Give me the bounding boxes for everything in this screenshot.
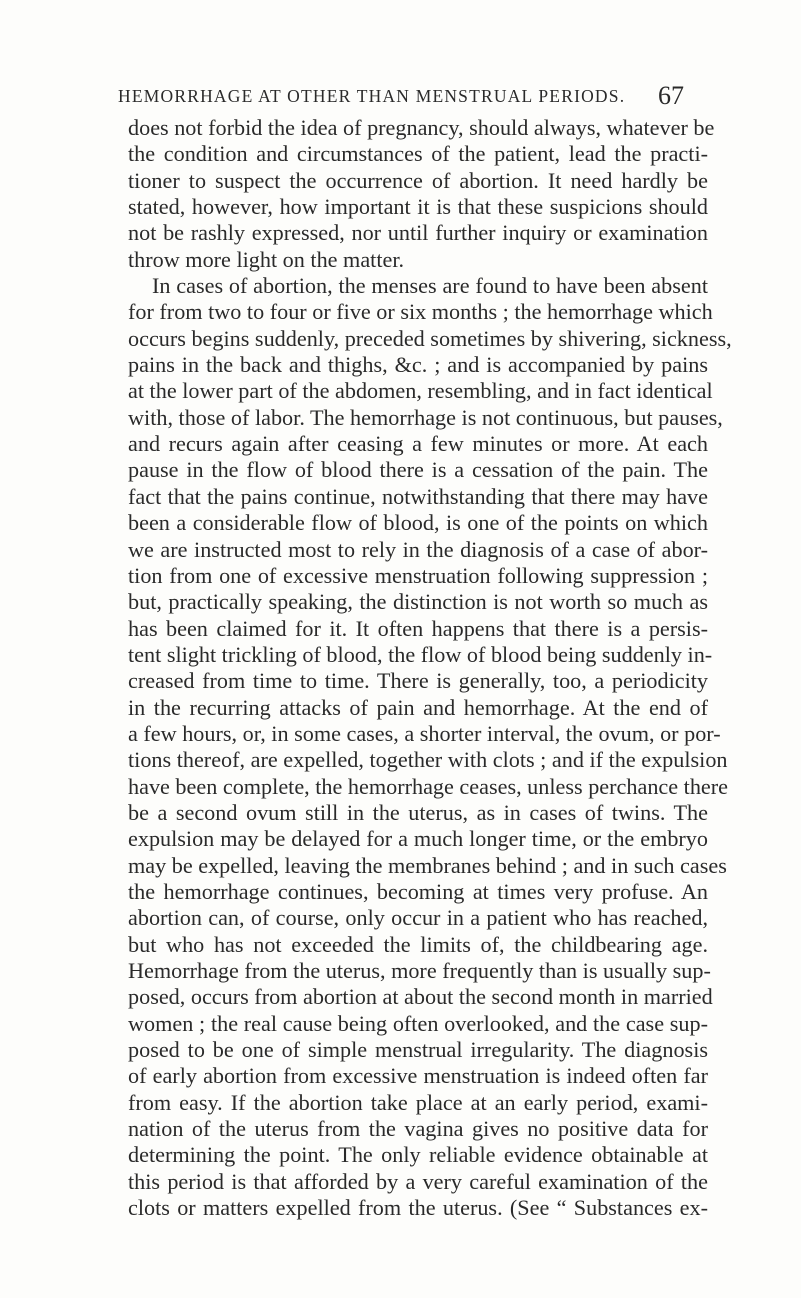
text-line: for from two to four or five or six months ; the hemorrhage which [128,299,713,325]
text-line: been a considerable flow of blood, is one of the points on which [128,510,708,536]
body-text [128,115,732,1221]
text-line: of early abortion from excessive menstruation is indeed often far [128,1063,708,1089]
text-line: women ; the real cause being often overlooked, and the case sup- [128,1010,708,1036]
text-line: expulsion may be delayed for a much longer time, or the embryo [128,826,708,852]
text-line: stated, however, how important it is that these suspicions should [128,194,708,220]
text-line: tioner to suspect the occurrence of abortion. It need hardly be [128,167,708,193]
text-line: have been complete, the hemorrhage ceases, unless perchance there [128,773,728,799]
text-line: in the recurring attacks of pain and hemorrhage. At the end of [128,694,708,720]
text-line: throw more light on the matter. [128,246,405,272]
text-line: this period is that afforded by a very careful examination of the [128,1168,708,1194]
text-line: has been claimed for it. It often happens that there is a persis- [128,615,708,641]
text-line: posed to be one of simple menstrual irregularity. The diagnosis [128,1037,708,1063]
text-line: be a second ovum still in the uterus, as in cases of twins. The [128,799,708,825]
text-line: posed, occurs from abortion at about the second month in married [128,984,713,1010]
text-line: does not forbid the idea of pregnancy, should always, whatever be [128,115,715,140]
text-line: In cases of abortion, the menses are found to have been absent [152,273,708,299]
text-line: may be expelled, leaving the membranes behind ; and in such cases [128,852,727,878]
text-line: pause in the flow of blood there is a cessation of the pain. The [128,457,708,483]
text-line: from easy. If the abortion take place at an early period, exami- [128,1089,708,1115]
text-line: tions thereof, are expelled, together with clots ; and if the expulsion [128,747,728,773]
page-number: 67 [658,81,684,110]
text-line: the condition and circumstances of the patient, lead the practi- [128,141,708,167]
text-line: the hemorrhage continues, becoming at times very profuse. An [128,878,708,904]
text-line: we are instructed most to rely in the diagnosis of a case of abor- [128,536,708,562]
text-line: but who has not exceeded the limits of, the childbearing age. [128,931,708,957]
text-line: not be rashly expressed, nor until further inquiry or examination [128,220,708,246]
text-line: at the lower part of the abdomen, resembling, and in fact identical [128,378,713,404]
text-line: with, those of labor. The hemorrhage is not continuous, but pauses, [128,404,723,430]
text-line: abortion can, of course, only occur in a patient who has reached, [128,905,708,931]
text-line: and recurs again after ceasing a few minutes or more. At each [128,431,708,457]
text-line: clots or matters expelled from the uterus. (See “ Substances ex- [128,1195,708,1221]
text-line: a few hours, or, in some cases, a shorter interval, the ovum, or por- [128,720,721,746]
text-line: pains in the back and thighs, &c. ; and is accompanied by pains [128,352,708,378]
text-line: occurs begins suddenly, preceded sometimes by shivering, sickness, [128,325,732,351]
text-line: tent slight trickling of blood, the flow of blood being suddenly in- [128,641,713,667]
text-line: determining the point. The only reliable evidence obtainable at [128,1142,708,1168]
text-line: tion from one of excessive menstruation following suppression ; [128,562,708,588]
text-line: fact that the pains continue, notwithstanding that there may have [128,483,708,509]
text-line: but, practically speaking, the distinction is not worth so much as [128,589,708,615]
text-line: creased from time to time. There is generally, too, a periodicity [128,668,708,694]
text-line: Hemorrhage from the uterus, more frequently than is usually sup- [128,958,711,983]
text-line: nation of the uterus from the vagina gives no positive data for [128,1116,708,1142]
running-title: HEMORRHAGE AT OTHER THAN MENSTRUAL PERIODS. [118,86,626,106]
